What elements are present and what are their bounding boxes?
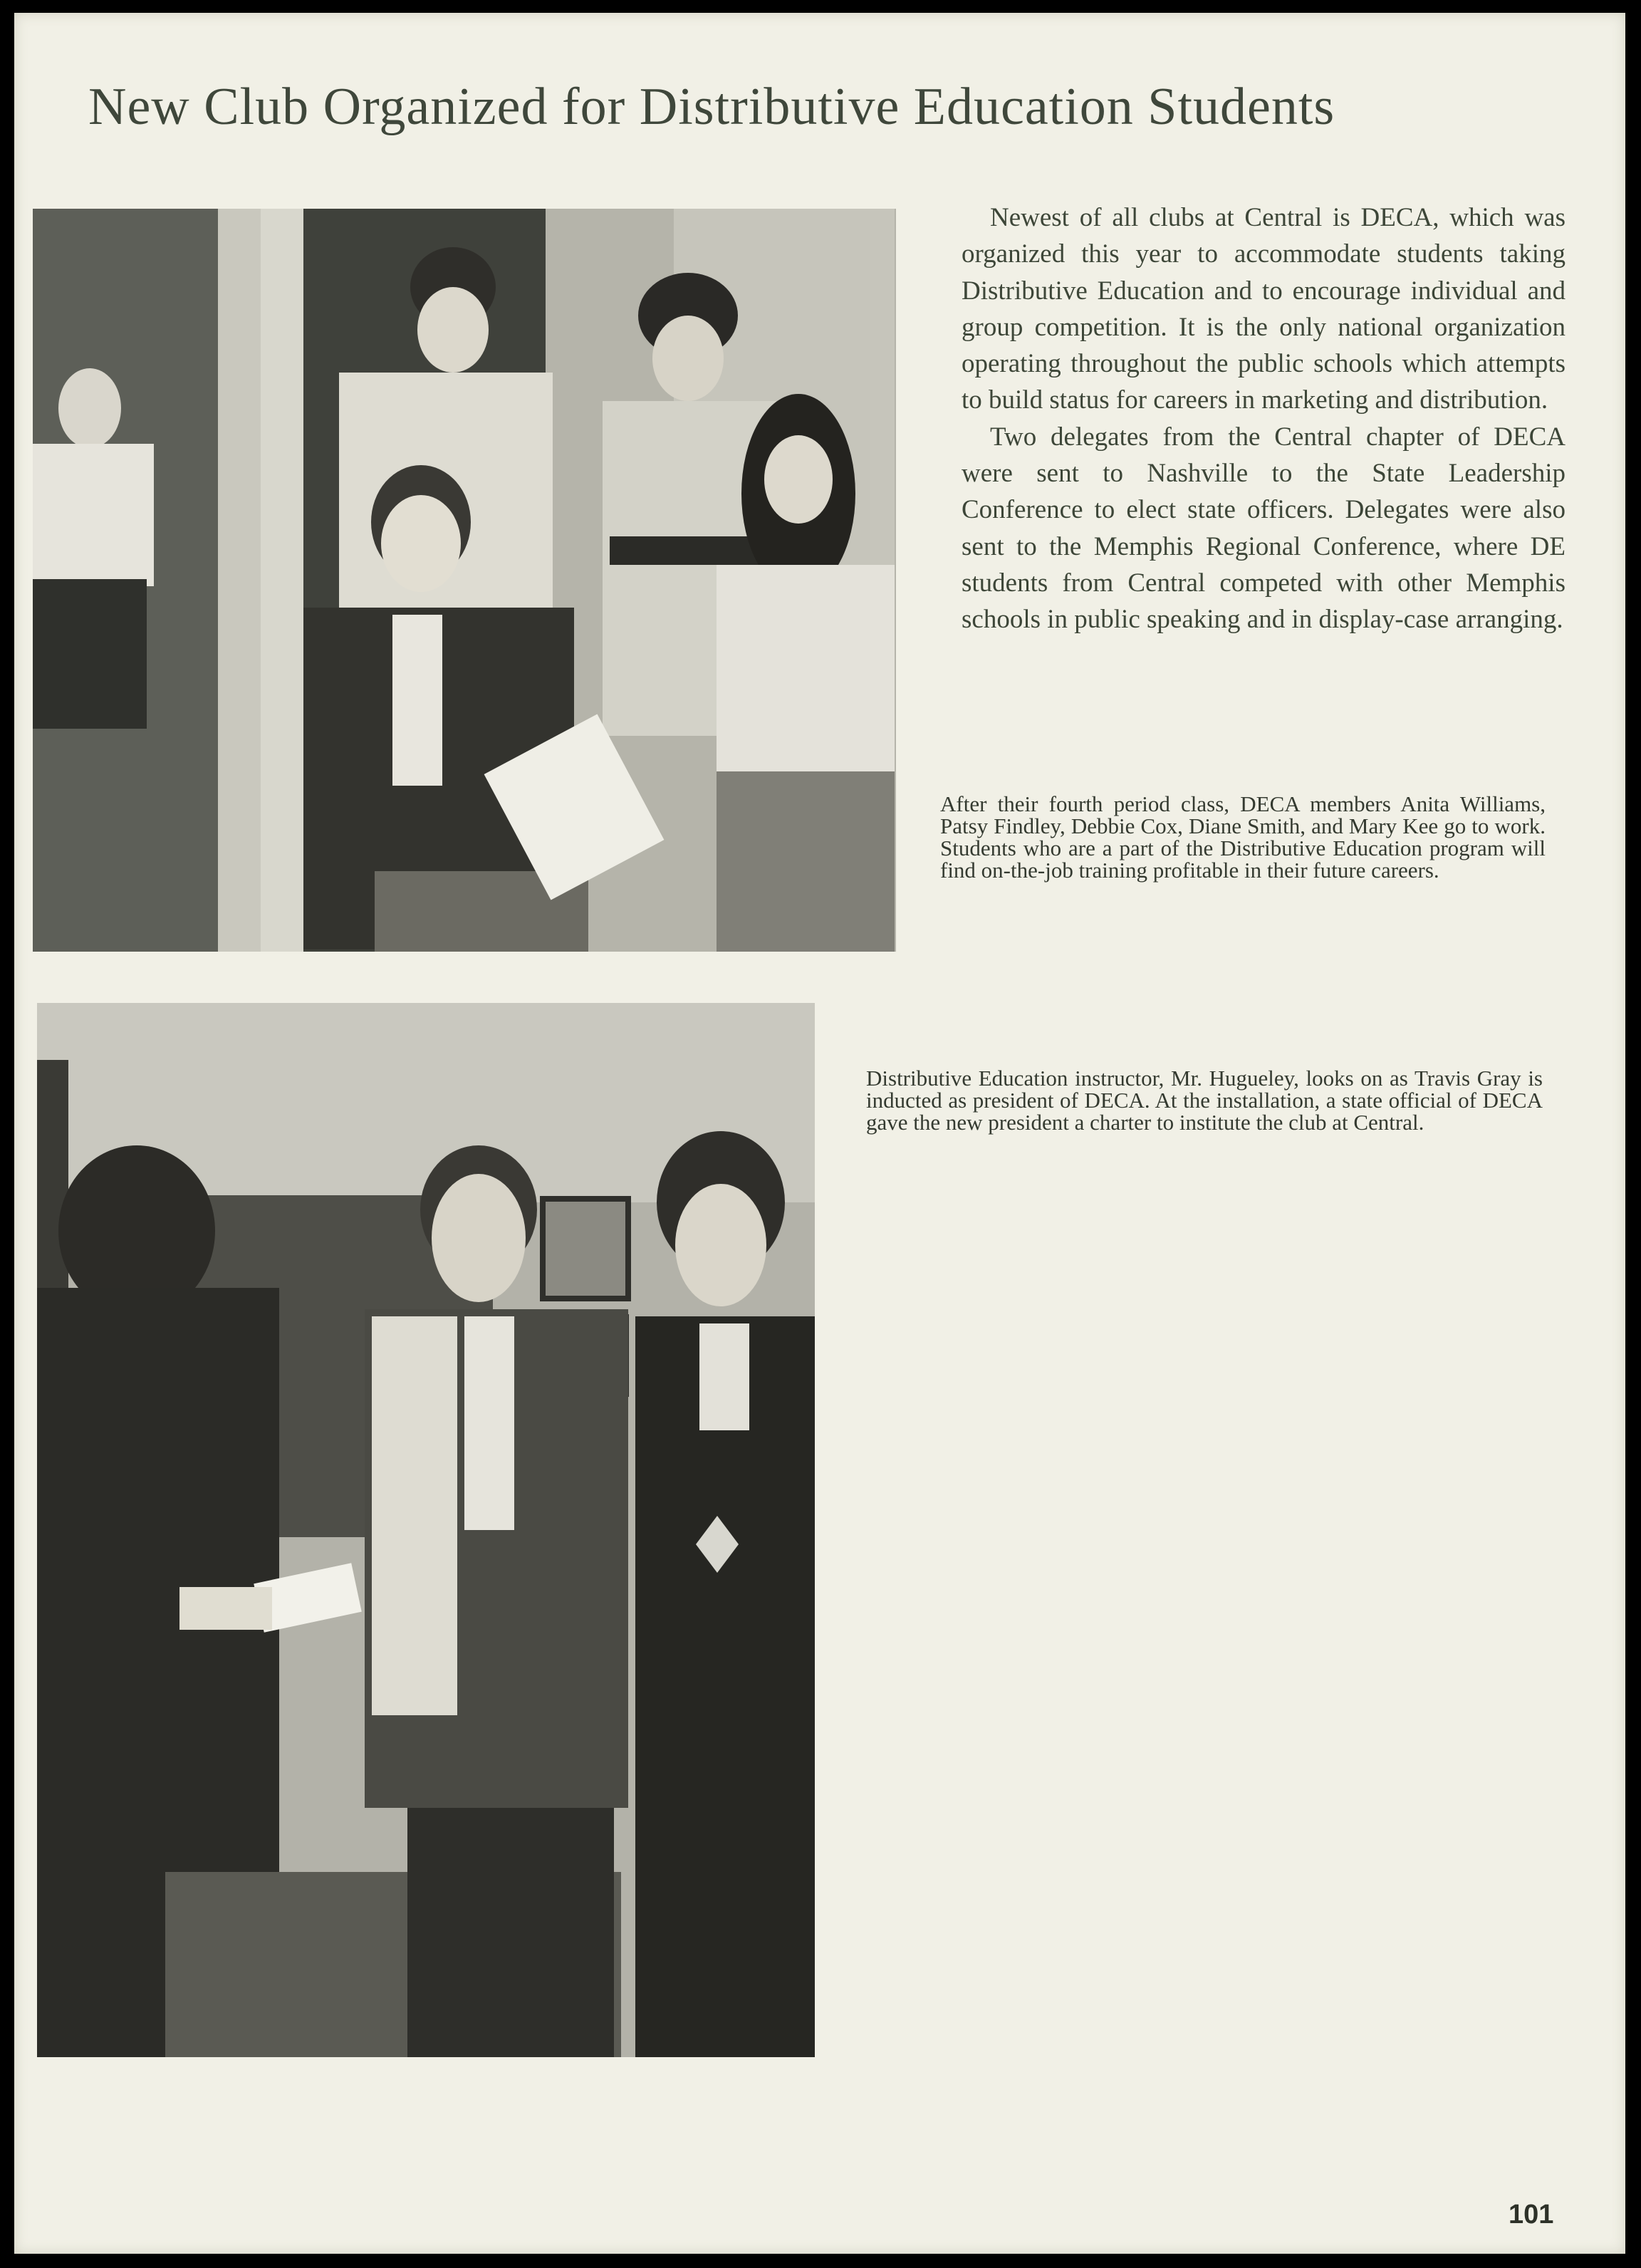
article-paragraph: Newest of all clubs at Central is DECA, which was organized this year to accommodate students taking Distributive Education and to encourage individual and group competition. It is the only national organization operating throughout the public schools which attempts to build status for careers in marketing and distribution. bbox=[962, 203, 1566, 415]
yearbook-page bbox=[14, 13, 1625, 2254]
photo-deca-members-illustration bbox=[33, 209, 896, 952]
photo-caption-bottom: Distributive Education instructor, Mr. Hugueley, looks on as Travis Gray is inducted as president of DECA. At the installation, a state official of DECA gave the new president a charter to institute the club at Central. bbox=[866, 1066, 1543, 1135]
photo-deca-induction bbox=[37, 1003, 815, 2057]
article-body bbox=[962, 199, 1566, 638]
photo-deca-induction-illustration bbox=[37, 1003, 815, 2057]
page-number: 101 bbox=[1509, 2200, 1554, 2230]
page-headline: New Club Organized for Distributive Education Students bbox=[88, 78, 1335, 136]
article-paragraph: Two delegates from the Central chapter of DECA were sent to Nashville to the State Leadership Conference to elect state officers. Delegates were also sent to the Memphis Regional Conference, where DE students from Central competed with other Memphis schools in public speaking and in display-case arranging. bbox=[962, 422, 1566, 635]
photo-caption-top: After their fourth period class, DECA members Anita Williams, Patsy Findley, Debbie Cox, Diane Smith, and Mary Kee go to work. Students who are a part of the Distributive Education program will find on-the-job training profitable in their future careers. bbox=[940, 791, 1546, 883]
photo-deca-members-doorway bbox=[33, 209, 896, 952]
